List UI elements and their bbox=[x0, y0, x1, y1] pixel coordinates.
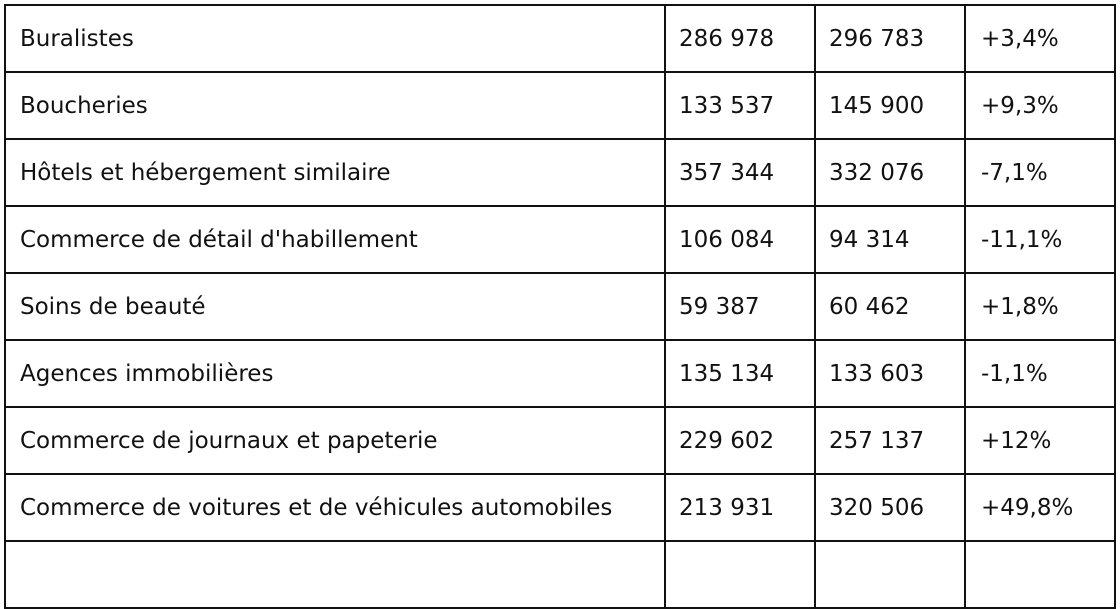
change-cell: +3,4% bbox=[965, 5, 1115, 72]
value-cell-2: 133 603 bbox=[815, 340, 965, 407]
change-cell: +9,3% bbox=[965, 72, 1115, 139]
change-cell: +1,8% bbox=[965, 273, 1115, 340]
data-table bbox=[4, 4, 1116, 609]
row-label: Agences immobilières bbox=[5, 340, 665, 407]
table-row bbox=[5, 139, 1115, 206]
value-cell-2 bbox=[815, 541, 965, 608]
value-cell-1: 229 602 bbox=[665, 407, 815, 474]
row-label: Commerce de voitures et de véhicules automobiles bbox=[5, 474, 665, 541]
value-cell-1: 357 344 bbox=[665, 139, 815, 206]
value-cell-1: 135 134 bbox=[665, 340, 815, 407]
change-cell: +49,8% bbox=[965, 474, 1115, 541]
change-cell: -1,1% bbox=[965, 340, 1115, 407]
value-cell-1: 213 931 bbox=[665, 474, 815, 541]
table-body bbox=[5, 5, 1115, 608]
table-row bbox=[5, 273, 1115, 340]
value-cell-2: 296 783 bbox=[815, 5, 965, 72]
table-row bbox=[5, 5, 1115, 72]
change-cell: -7,1% bbox=[965, 139, 1115, 206]
table-row bbox=[5, 206, 1115, 273]
value-cell-2: 94 314 bbox=[815, 206, 965, 273]
value-cell-1: 59 387 bbox=[665, 273, 815, 340]
value-cell-1: 286 978 bbox=[665, 5, 815, 72]
value-cell-2: 332 076 bbox=[815, 139, 965, 206]
table-row bbox=[5, 474, 1115, 541]
change-cell: +12% bbox=[965, 407, 1115, 474]
value-cell-1 bbox=[665, 541, 815, 608]
value-cell-2: 320 506 bbox=[815, 474, 965, 541]
value-cell-2: 60 462 bbox=[815, 273, 965, 340]
table-row bbox=[5, 340, 1115, 407]
table-row bbox=[5, 72, 1115, 139]
value-cell-2: 257 137 bbox=[815, 407, 965, 474]
table-row bbox=[5, 407, 1115, 474]
row-label: Boucheries bbox=[5, 72, 665, 139]
value-cell-1: 133 537 bbox=[665, 72, 815, 139]
row-label: Commerce de journaux et papeterie bbox=[5, 407, 665, 474]
row-label: Buralistes bbox=[5, 5, 665, 72]
row-label bbox=[5, 541, 665, 608]
value-cell-1: 106 084 bbox=[665, 206, 815, 273]
row-label: Commerce de détail d'habillement bbox=[5, 206, 665, 273]
row-label: Hôtels et hébergement similaire bbox=[5, 139, 665, 206]
change-cell: -11,1% bbox=[965, 206, 1115, 273]
change-cell bbox=[965, 541, 1115, 608]
table-row bbox=[5, 541, 1115, 608]
value-cell-2: 145 900 bbox=[815, 72, 965, 139]
row-label: Soins de beauté bbox=[5, 273, 665, 340]
